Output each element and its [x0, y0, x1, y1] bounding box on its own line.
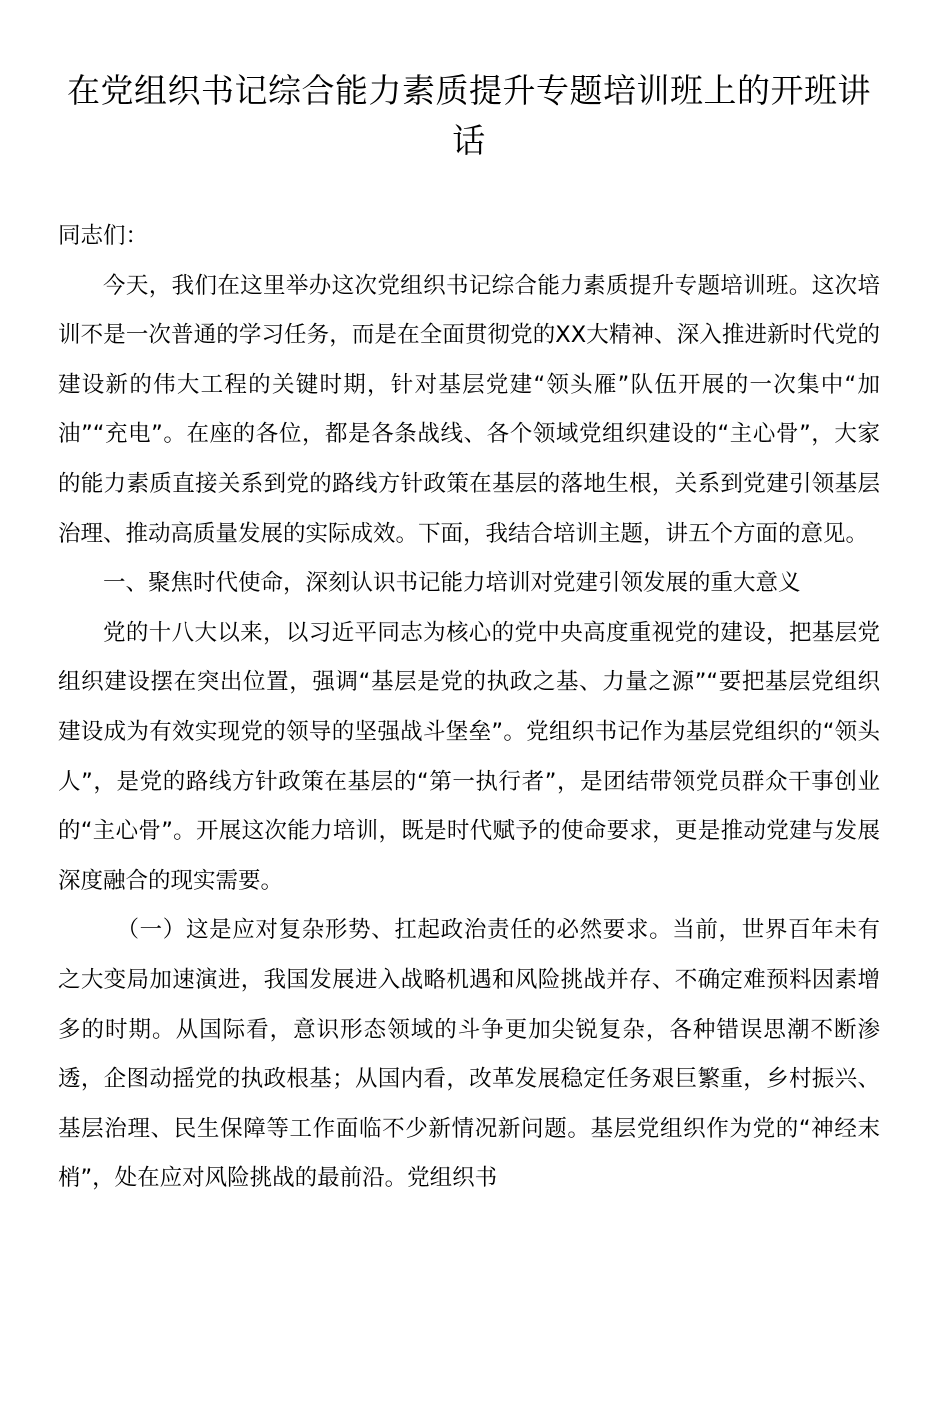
paragraph-background: 党的十八大以来，以习近平同志为核心的党中央高度重视党的建设，把基层党组织建设摆在突出位置，强调“基层是党的执政之基、力量之源”“要把基层党组织建设成为有效实现党的领导的坚强战斗堡垒”。党组织书记作为基层党组织的“领头人”，是党的路线方针政策在基层的“第一执行者”，是团结带领党员群众干事创业的“主心骨”。开展这次能力培训，既是时代赋予的使命要求，更是推动党建与发展深度融合的现实需要。	[58, 619, 880, 894]
document-title: 在党组织书记综合能力素质提升专题培训班上的开班讲话	[67, 71, 871, 160]
document-page	[0, 66, 950, 1410]
paragraph-opening: 今天，我们在这里举办这次党组织书记综合能力素质提升专题培训班。这次培训不是一次普通的学习任务，而是在全面贯彻党的XX大精神、深入推进新时代党的建设新的伟大工程的关键时期，针对基层党建“领头雁”队伍开展的一次集中“加油”“充电”。在座的各位，都是各条战线、各个领域党组织建设的“主心骨”，大家的能力素质直接关系到党的路线方针政策在基层的落地生根，关系到党建引领基层治理、推动高质量发展的实际成效。下面，我结合培训主题，讲五个方面的意见。	[58, 272, 880, 547]
salutation: 同志们：	[58, 223, 149, 249]
document-body	[58, 212, 880, 1204]
section-heading-1: 一、聚焦时代使命，深刻认识书记能力培训对党建引领发展的重大意义	[103, 570, 801, 597]
paragraph-subsection-1: （一）这是应对复杂形势、扛起政治责任的必然要求。当前，世界百年未有之大变局加速演进，我国发展进入战略机遇和风险挑战并存、不确定难预料因素增多的时期。从国际看，意识形态领域的斗争更加尖锐复杂，各种错误思潮不断渗透，企图动摇党的执政根基；从国内看，改革发展稳定任务艰巨繁重，乡村振兴、基层治理、民生保障等工作面临不少新情况新问题。基层党组织作为党的“神经末梢”，处在应对风险挑战的最前沿。党组织书	[58, 917, 880, 1192]
